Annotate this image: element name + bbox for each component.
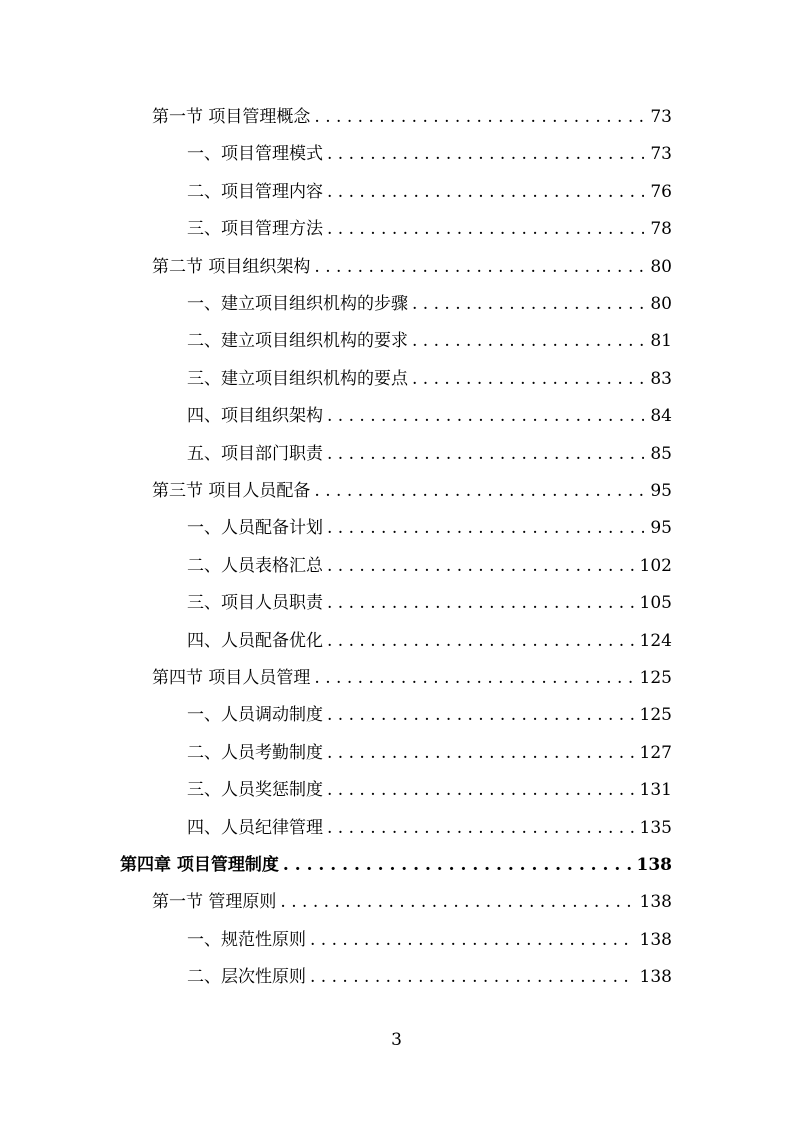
dot-leader <box>327 735 634 772</box>
toc-entry-page: 131 <box>639 780 672 801</box>
dot-leader <box>310 922 634 959</box>
toc-entry[interactable] <box>187 697 672 734</box>
toc-entry-page: 138 <box>639 929 672 950</box>
toc-entry-title: 三、建立项目组织机构的要点 <box>187 368 408 389</box>
toc-entry[interactable] <box>187 772 672 809</box>
toc-entry-page: 80 <box>650 256 672 277</box>
toc-entry-page: 73 <box>650 107 672 127</box>
toc-entry[interactable] <box>187 922 672 959</box>
dot-leader <box>327 548 634 585</box>
dot-leader <box>280 884 633 921</box>
dot-leader <box>327 398 644 435</box>
toc-entry-title: 四、人员纪律管理 <box>187 817 323 838</box>
toc-entry-page: 102 <box>639 555 672 576</box>
toc-entry[interactable] <box>187 211 672 248</box>
toc-entry-title: 第一节 管理原则 <box>152 892 277 913</box>
toc-entry-title: 第一节 项目管理概念 <box>152 107 311 127</box>
dot-leader <box>327 136 644 173</box>
toc-entry-title: 一、规范性原则 <box>187 929 306 950</box>
toc-entry[interactable] <box>187 174 672 211</box>
dot-leader <box>310 959 634 996</box>
dot-leader <box>327 772 634 809</box>
toc-entry[interactable] <box>187 623 672 660</box>
toc-entry-title: 三、人员奖惩制度 <box>187 780 323 801</box>
toc-entry-page: 76 <box>650 181 672 202</box>
dot-leader <box>314 99 644 136</box>
toc-entry-title: 二、层次性原则 <box>187 967 306 988</box>
toc-entry-page: 80 <box>650 294 672 314</box>
toc-entry-title: 二、项目管理内容 <box>187 181 323 202</box>
dot-leader <box>283 847 631 884</box>
toc-entry[interactable] <box>187 810 672 847</box>
toc-entry-title: 第四节 项目人员管理 <box>152 668 311 688</box>
dot-leader <box>327 623 634 660</box>
toc-entry[interactable] <box>187 286 672 323</box>
toc-entry-title: 三、项目人员职责 <box>187 593 323 614</box>
toc-entry-page: 85 <box>650 443 672 464</box>
dot-leader <box>327 211 644 248</box>
dot-leader <box>412 286 644 323</box>
toc-entry[interactable] <box>152 884 672 921</box>
toc-entry-page: 125 <box>639 705 672 726</box>
dot-leader <box>327 585 634 622</box>
toc-entry-page: 105 <box>639 593 672 614</box>
toc-entry[interactable] <box>187 548 672 585</box>
toc-entry-page: 83 <box>650 368 672 389</box>
toc-entry-page: 138 <box>639 967 672 988</box>
toc-entry[interactable] <box>187 398 672 435</box>
toc-entry-title: 第三节 项目人员配备 <box>152 481 311 501</box>
toc-entry-page: 95 <box>650 518 672 539</box>
toc-entry-title: 一、人员配备计划 <box>187 518 323 539</box>
toc-entry-page: 125 <box>639 668 672 688</box>
toc-entry-page: 84 <box>650 406 672 427</box>
toc-entry-page: 73 <box>650 144 672 165</box>
toc-entry[interactable] <box>187 735 672 772</box>
dot-leader <box>327 436 644 473</box>
toc-entry-page: 95 <box>650 481 672 501</box>
dot-leader <box>327 697 634 734</box>
toc-chapter-entry[interactable] <box>120 847 672 884</box>
dot-leader <box>327 810 634 847</box>
dot-leader <box>314 249 644 286</box>
dot-leader <box>314 660 633 697</box>
page-number: 3 <box>391 1030 402 1050</box>
dot-leader <box>412 323 644 360</box>
toc-entry[interactable] <box>187 510 672 547</box>
toc-entry[interactable] <box>152 473 672 510</box>
dot-leader <box>327 174 644 211</box>
toc-entry-page: 138 <box>639 892 672 913</box>
toc-entry-title: 一、项目管理模式 <box>187 144 323 165</box>
toc-entry[interactable] <box>187 959 672 996</box>
toc-entry-title: 一、人员调动制度 <box>187 705 323 726</box>
toc-entry-title: 四、项目组织架构 <box>187 406 323 427</box>
toc-entry-page: 124 <box>639 630 672 651</box>
toc-entry-title: 五、项目部门职责 <box>187 443 323 464</box>
toc-entry-title: 一、建立项目组织机构的步骤 <box>187 294 408 314</box>
toc-entry-title: 三、项目管理方法 <box>187 219 323 240</box>
toc-entry-title: 第二节 项目组织架构 <box>152 256 311 277</box>
toc-entry[interactable] <box>187 585 672 622</box>
toc-entry[interactable] <box>187 323 672 360</box>
toc-entry[interactable] <box>187 136 672 173</box>
toc-entry[interactable] <box>152 249 672 286</box>
toc-entry-title: 二、人员考勤制度 <box>187 742 323 763</box>
dot-leader <box>314 473 644 510</box>
toc-entry-page: 138 <box>636 855 672 875</box>
toc-entry[interactable] <box>152 99 672 136</box>
toc-entry-page: 135 <box>639 817 672 838</box>
toc-entry-title: 第四章 项目管理制度 <box>120 855 279 875</box>
toc-entry[interactable] <box>152 660 672 697</box>
dot-leader <box>327 510 644 547</box>
toc-entry[interactable] <box>187 361 672 398</box>
toc-entry-title: 二、人员表格汇总 <box>187 555 323 576</box>
toc-entry-page: 81 <box>650 331 672 352</box>
dot-leader <box>412 361 644 398</box>
toc-entry-title: 四、人员配备优化 <box>187 630 323 651</box>
toc-entry[interactable] <box>187 436 672 473</box>
toc-entry-title: 二、建立项目组织机构的要求 <box>187 331 408 352</box>
toc-entry-page: 127 <box>639 742 672 763</box>
toc-entry-page: 78 <box>650 219 672 240</box>
